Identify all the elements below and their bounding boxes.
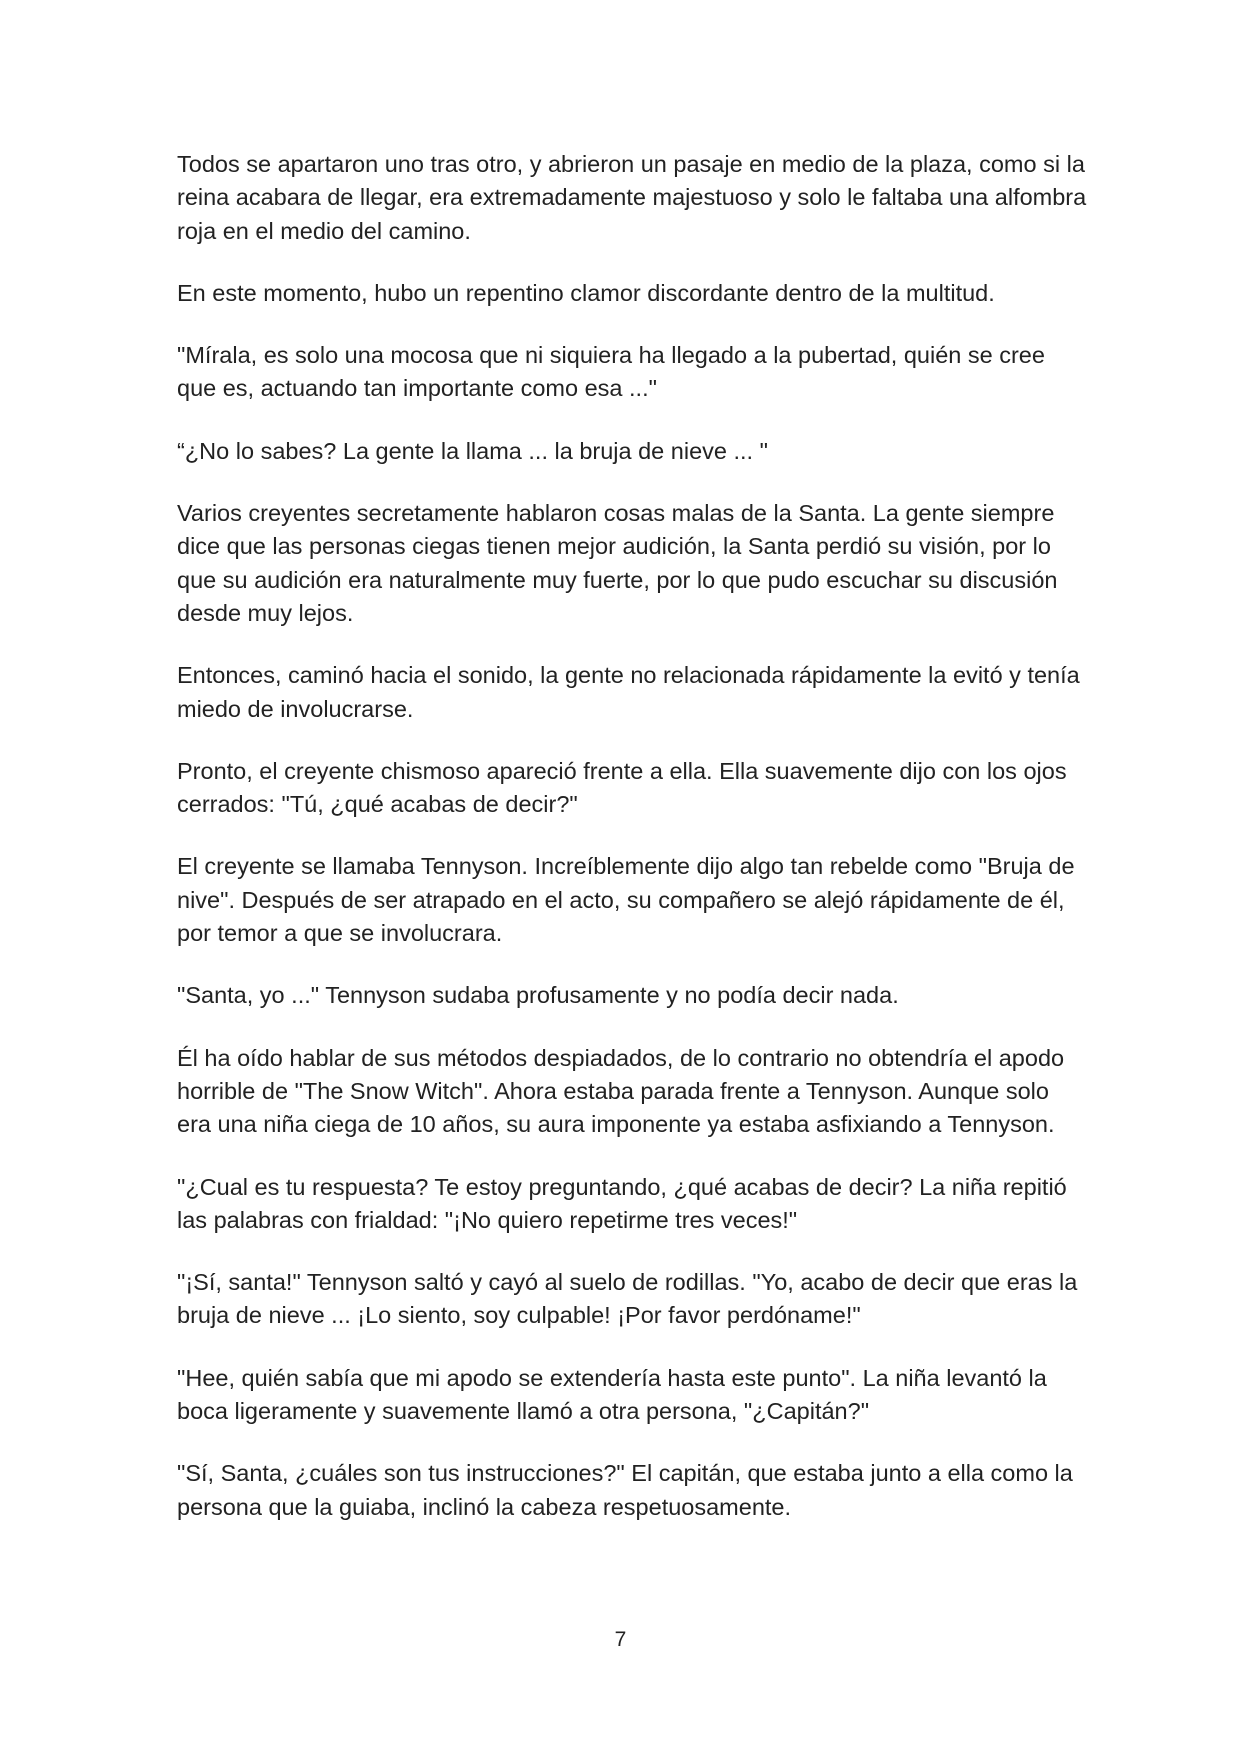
paragraph: Todos se apartaron uno tras otro, y abrieron un pasaje en medio de la plaza, como si la reina acabara de llegar, era extremadamente majestuoso y solo le faltaba una alfombra roja en el medio del camino. xyxy=(177,151,1087,244)
paragraph: "Mírala, es solo una mocosa que ni siquiera ha llegado a la pubertad, quién se cree que es, actuando tan importante como esa ..." xyxy=(177,342,1045,402)
body-text xyxy=(177,148,1087,1553)
page-number: 7 xyxy=(614,1628,627,1651)
paragraph: Varios creyentes secretamente hablaron cosas malas de la Santa. La gente siempre dice que las personas ciegas tienen mejor audición, la Santa perdió su visión, por lo que su audición era naturalmente muy fuerte, por lo que pudo escuchar su discusión desde muy lejos. xyxy=(177,500,1058,626)
paragraph: "Santa, yo ..." Tennyson sudaba profusamente y no podía decir nada. xyxy=(177,982,899,1009)
paragraph: "¿Cual es tu respuesta? Te estoy preguntando, ¿qué acabas de decir? La niña repitió las palabras con frialdad: "¡No quiero repetirme tres veces!" xyxy=(177,1173,1067,1233)
paragraph: En este momento, hubo un repentino clamor discordante dentro de la multitud. xyxy=(177,279,995,306)
paragraph: "¡Sí, santa!" Tennyson saltó y cayó al suelo de rodillas. "Yo, acabo de decir que eras la bruja de nieve ... ¡Lo siento, soy culpable! ¡Por favor perdóname!" xyxy=(177,1269,1078,1329)
paragraph: Pronto, el creyente chismoso apareció frente a ella. Ella suavemente dijo con los ojos cerrados: "Tú, ¿qué acabas de decir?" xyxy=(177,757,1067,818)
paragraph: El creyente se llamaba Tennyson. Increíblemente dijo algo tan rebelde como "Bruja de nive". Después de ser atrapado en el acto, su compañero se alejó rápidamente de él, por temor a que se involucrara. xyxy=(177,853,1075,947)
paragraph: “¿No lo sabes? La gente la llama ... la bruja de nieve ... " xyxy=(177,437,768,464)
paragraph: Entonces, caminó hacia el sonido, la gente no relacionada rápidamente la evitó y tenía miedo de involucrarse. xyxy=(177,662,1080,722)
paragraph: Él ha oído hablar de sus métodos despiadados, de lo contrario no obtendría el apodo horrible de "The Snow Witch". Ahora estaba parada frente a Tennyson. Aunque solo era una niña ciega de 10 años, su aura imponente ya estaba asfixiando a Tennyson. xyxy=(177,1044,1065,1138)
paragraph: "Sí, Santa, ¿cuáles son tus instrucciones?" El capitán, que estaba junto a ella como la persona que la guiaba, inclinó la cabeza respetuosamente. xyxy=(177,1460,1073,1520)
paragraph: "Hee, quién sabía que mi apodo se extendería hasta este punto". La niña levantó la boca ligeramente y suavemente llamó a otra persona, "¿Capitán?" xyxy=(177,1364,1047,1425)
